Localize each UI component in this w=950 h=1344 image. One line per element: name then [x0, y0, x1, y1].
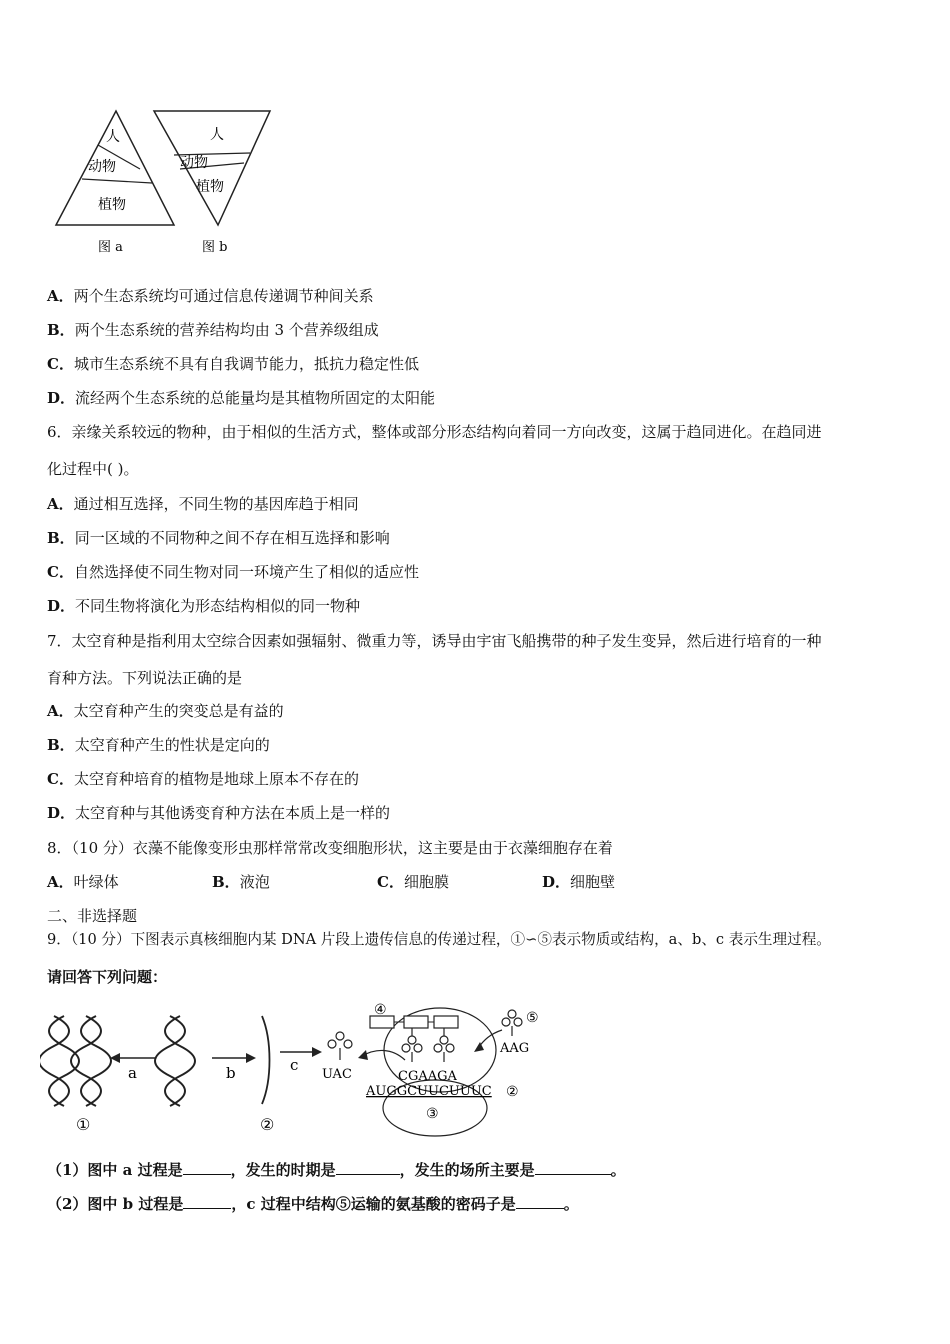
label-3: ③ [426, 1106, 439, 1122]
q5-option-a-text: 两个生态系统均可通过信息传递调节种间关系 [73, 287, 374, 305]
q9-stem-line2: 请回答下列问题： [47, 968, 168, 986]
q8-option-d-text: 细胞壁 [570, 873, 616, 891]
polypeptide-bead-2 [404, 1016, 428, 1028]
pyramid-b-caption: 图 b [202, 240, 228, 255]
label-a: a [128, 1064, 137, 1082]
q9-sub1-part1: （1）图中 a 过程是 [47, 1161, 183, 1179]
q7-option-b-letter: B． [47, 736, 75, 754]
label-2: ② [260, 1115, 275, 1134]
q7-option-c [47, 769, 359, 789]
pyramid-b-bottom: 植物 [196, 179, 224, 195]
q6-option-a [47, 494, 359, 514]
q5-option-b-letter: B． [47, 321, 75, 339]
q8-option-d [542, 872, 615, 892]
dna-helix-middle [155, 1016, 195, 1106]
q5-option-c-letter: C． [47, 355, 74, 373]
label-5: ⑤ [526, 1010, 539, 1026]
section-heading: 二、非选择题 [47, 907, 138, 925]
q7-option-a-letter: A． [47, 702, 74, 720]
q8-option-c-letter: C． [377, 873, 404, 891]
q6-option-b-letter: B． [47, 529, 75, 547]
q5-option-a [47, 286, 374, 306]
q5-option-d [47, 388, 435, 408]
label-1: ① [76, 1115, 91, 1134]
q8-option-a-text: 叶绿体 [73, 873, 119, 891]
polypeptide-bead-3 [434, 1016, 458, 1028]
trna-bound [402, 1028, 454, 1062]
q6-option-c-text: 自然选择使不同生物对同一环境产生了相似的适应性 [73, 563, 419, 581]
q7-option-c-letter: C． [47, 770, 74, 788]
q7-option-d-text: 太空育种与其他诱变育种方法在本质上是一样的 [75, 804, 391, 822]
q7-stem-line1: 7．太空育种是指利用太空综合因素如强辐射、微重力等，诱导由宇宙飞船携带的种子发生变异，然后进行培育的一种 [47, 632, 822, 650]
q9-subquestion-2 [47, 1194, 579, 1214]
q9-sub1-part2: ，发生的时期是 [230, 1161, 336, 1179]
q7-option-d-letter: D． [47, 804, 76, 822]
q9-sub2-blank1[interactable] [183, 1194, 231, 1209]
mrna-sequence: AUGGCUUCUUUC [366, 1084, 492, 1099]
q9-sub1-part4: 。 [610, 1161, 626, 1179]
q5-option-c-text: 城市生态系统不具有自我调节能力，抵抗力稳定性低 [73, 355, 419, 373]
q7-option-d [47, 803, 390, 823]
q7-stem-line2: 育种方法。下列说法正确的是 [47, 669, 243, 687]
pyramid-a [56, 111, 174, 255]
codon-uac: UAC [322, 1067, 352, 1082]
codon-cgaaga: CGAAGA [398, 1069, 457, 1084]
q9-subquestion-1 [47, 1160, 626, 1180]
q6-option-c-letter: C． [47, 563, 74, 581]
trna-incoming [502, 1010, 522, 1036]
q8-stem: 8．（10 分）衣藻不能像变形虫那样常常改变细胞形状，这主要是由于衣藻细胞存在着 [47, 839, 613, 857]
mrna-strand [262, 1016, 270, 1104]
q7-option-b-text: 太空育种产生的性状是定向的 [74, 736, 270, 754]
q6-stem-line1: 6．亲缘关系较远的物种，由于相似的生活方式，整体或部分形态结构向着同一方向改变，这属于趋同进化。在趋同进 [47, 423, 822, 441]
q6-option-a-letter: A． [47, 495, 74, 513]
pyramid-a-top: 人 [106, 129, 120, 145]
trna-free [328, 1032, 352, 1060]
q6-option-d-text: 不同生物将演化为形态结构相似的同一物种 [75, 597, 361, 615]
q9-stem-line1: 9．（10 分）下图表示真核细胞内某 DNA 片段上遗传信息的传递过程，①∽⑤表示物质或结构，a、b、c 表示生理过程。 [47, 931, 831, 948]
pyramid-b-mid: 动物 [180, 155, 208, 171]
q8-option-b-text: 液泡 [239, 873, 270, 891]
q9-sub2-part3: 。 [563, 1195, 579, 1213]
q9-sub2-part2: ，c 过程中结构⑤运输的氨基酸的密码子是 [231, 1195, 516, 1213]
q8-option-c [377, 872, 449, 892]
pyramid-b-top: 人 [210, 127, 224, 143]
pyramid-b [154, 111, 270, 255]
q9-sub1-blank2[interactable] [336, 1160, 400, 1175]
q5-option-b [47, 320, 379, 340]
q7-option-b [47, 735, 270, 755]
q5-option-c [47, 354, 419, 374]
q8-option-c-text: 细胞膜 [403, 873, 449, 891]
q6-option-c [47, 562, 419, 582]
q9-sub1-part3: ，发生的场所主要是 [399, 1161, 535, 1179]
q7-option-a-text: 太空育种产生的突变总是有益的 [73, 702, 284, 720]
label-c: c [290, 1056, 299, 1074]
q5-option-a-letter: A． [47, 287, 74, 305]
codon-aag: AAG [500, 1041, 530, 1056]
q6-option-d-letter: D． [47, 597, 76, 615]
gene-expression-diagram [40, 1000, 560, 1145]
q8-option-b-letter: B． [212, 873, 240, 891]
q8-option-b [212, 872, 270, 892]
pyramid-a-mid: 动物 [88, 159, 116, 175]
pyramid-figure [50, 105, 280, 265]
pyramid-a-bottom: 植物 [98, 197, 126, 213]
q8-option-a [47, 872, 119, 892]
q8-option-a-letter: A． [47, 873, 74, 891]
q6-option-d [47, 596, 360, 616]
q8-option-d-letter: D． [542, 873, 571, 891]
label-4: ④ [374, 1002, 387, 1018]
q7-option-a [47, 701, 284, 721]
q5-option-d-text: 流经两个生态系统的总能量均是其植物所固定的太阳能 [75, 389, 436, 407]
dna-helix-left [40, 1016, 111, 1106]
q5-option-d-letter: D． [47, 389, 76, 407]
q5-option-b-text: 两个生态系统的营养结构均由 3 个营养级组成 [74, 321, 379, 339]
q6-option-a-text: 通过相互选择，不同生物的基因库趋于相同 [73, 495, 359, 513]
label-b: b [226, 1064, 236, 1082]
q9-sub2-blank2[interactable] [516, 1194, 564, 1209]
q9-sub2-part1: （2）图中 b 过程是 [47, 1195, 184, 1213]
q6-stem-line2: 化过程中( )。 [47, 460, 139, 478]
label-2-mrna: ② [506, 1084, 519, 1100]
q7-option-c-text: 太空育种培育的植物是地球上原本不存在的 [73, 770, 359, 788]
q9-sub1-blank3[interactable] [535, 1160, 611, 1175]
q6-option-b-text: 同一区域的不同物种之间不存在相互选择和影响 [74, 529, 390, 547]
pyramid-a-caption: 图 a [98, 240, 123, 255]
q9-sub1-blank1[interactable] [183, 1160, 231, 1175]
q6-option-b [47, 528, 390, 548]
